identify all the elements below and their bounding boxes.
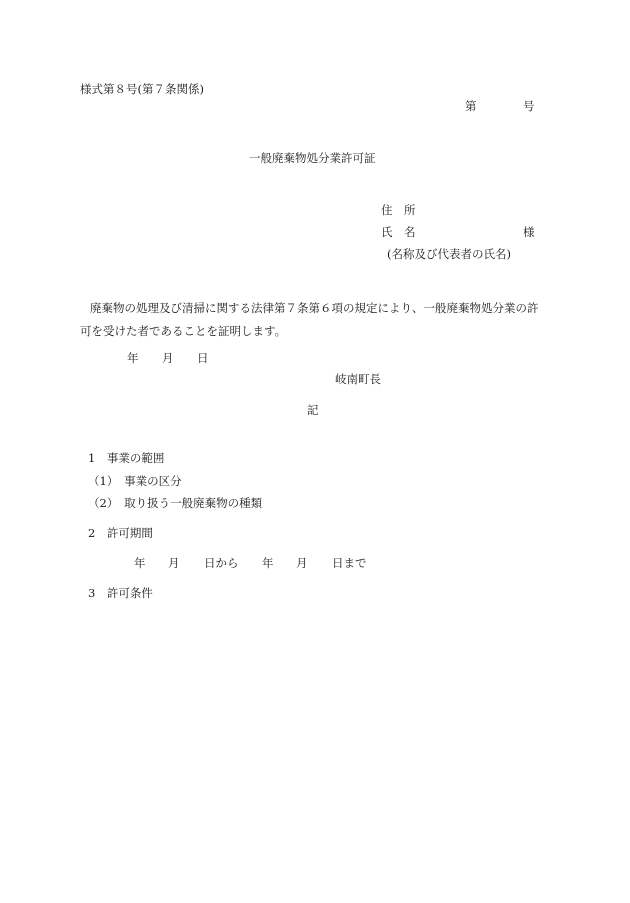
address-label: 住 所	[381, 203, 416, 217]
period-from-day: 日から	[204, 556, 239, 570]
body-text-line-1: 廃棄物の処理及び清掃に関する法律第７条第６項の規定により、一般廃棄物処分業の許	[90, 301, 539, 315]
period-from-month: 月	[168, 556, 180, 570]
issue-month: 月	[162, 351, 174, 365]
document-title: 一般廃棄物処分業許可証	[249, 151, 376, 165]
body-text-line-2: 可を受けた者であることを証明します。	[80, 324, 287, 338]
period-to-month: 月	[296, 556, 308, 570]
issuer: 岐南町長	[335, 372, 381, 386]
period-from-year: 年	[134, 556, 146, 570]
section-scope-waste-type: （2） 取り扱う一般廃棄物の種類	[88, 496, 263, 510]
form-number: 様式第８号(第７条関係)	[80, 82, 204, 96]
honorific: 様	[523, 225, 535, 239]
issue-day: 日	[197, 351, 209, 365]
name-label: 氏 名	[381, 225, 416, 239]
ki-heading: 記	[307, 403, 319, 417]
section-scope-category: （1） 事業の区分	[88, 474, 182, 488]
issue-year: 年	[127, 351, 139, 365]
number-suffix: 号	[523, 99, 535, 113]
section-conditions: 3 許可条件	[88, 586, 153, 600]
period-to-day: 日まで	[332, 556, 367, 570]
section-scope: 1 事業の範囲	[88, 451, 165, 465]
number-prefix: 第	[465, 99, 477, 113]
section-period: 2 許可期間	[88, 526, 153, 540]
period-to-year: 年	[262, 556, 274, 570]
name-note: (名称及び代表者の氏名)	[387, 247, 511, 261]
